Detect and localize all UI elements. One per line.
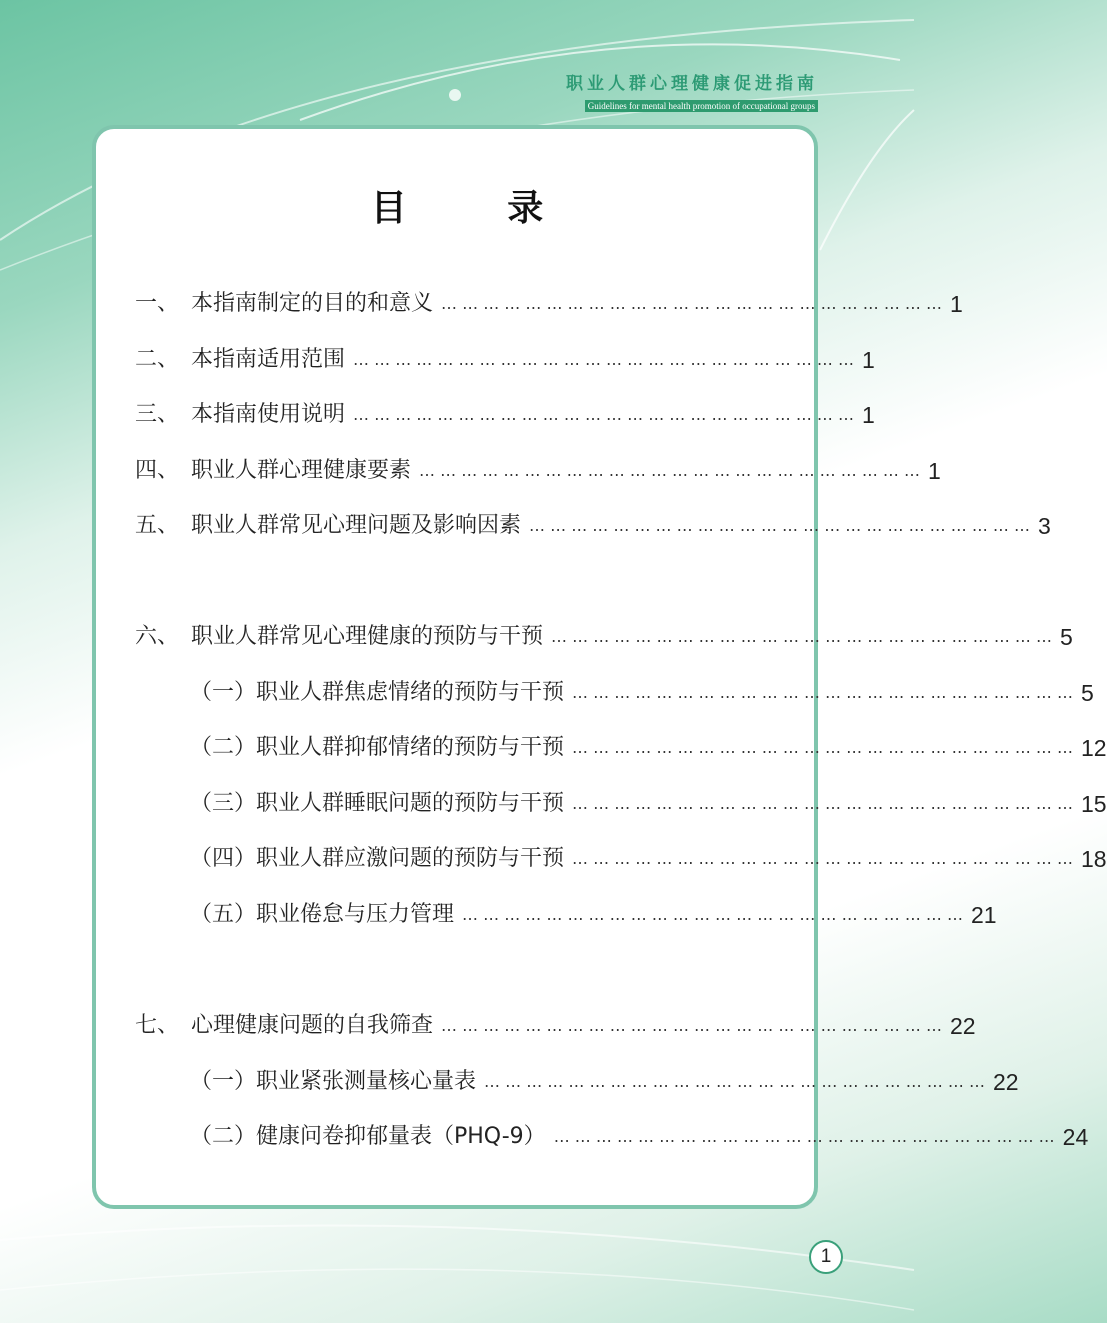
toc-entry-label: 职业人群常见心理问题及影响因素 bbox=[191, 513, 522, 538]
toc-subentry[interactable] bbox=[190, 733, 1107, 763]
toc-subentry[interactable] bbox=[190, 1067, 1019, 1097]
toc-leader-dots: … … … … … … … … … … … … … … … … … … … … … … … … bbox=[572, 738, 1073, 757]
toc-subentry[interactable] bbox=[190, 789, 1107, 819]
toc-entry-label: 本指南制定的目的和意义 bbox=[191, 291, 434, 316]
toc-leader-dots: … … … … … … … … … … … … … … … … … … … … … … … … bbox=[462, 905, 963, 924]
toc-leader-dots: … … … … … … … … … … … … … … … … … … … … … … … … bbox=[572, 683, 1073, 702]
toc-leader-dots: … … … … … … … … … … … … … … … … … … … … … … … … bbox=[553, 1127, 1055, 1146]
toc-entry-label: （二）职业人群抑郁情绪的预防与干预 bbox=[190, 735, 565, 760]
toc-entry-page: 18 bbox=[1081, 846, 1107, 872]
toc-entry-label: （一）职业紧张测量核心量表 bbox=[190, 1069, 477, 1094]
toc-entry-page: 1 bbox=[862, 402, 875, 428]
toc-entry-number: 二、 bbox=[135, 347, 180, 372]
toc-entry-label: 本指南使用说明 bbox=[191, 402, 346, 427]
header-title: 职业人群心理健康促进指南 bbox=[566, 74, 818, 94]
toc-subentry[interactable] bbox=[190, 678, 1094, 708]
toc-leader-dots: … … … … … … … … … … … … … … … … … … … … … … … … bbox=[551, 627, 1052, 646]
toc-subentry[interactable] bbox=[190, 1122, 1089, 1152]
toc-entry-label: （一）职业人群焦虑情绪的预防与干预 bbox=[190, 680, 565, 705]
toc-leader-dots: … … … … … … … … … … … … … … … … … … … … … … … … bbox=[353, 405, 854, 424]
toc-entry-label: （二）健康问卷抑郁量表（PHQ-9） bbox=[190, 1124, 546, 1149]
toc-entry[interactable] bbox=[135, 511, 1051, 541]
toc-leader-dots: … … … … … … … … … … … … … … … … … … … … … … … … bbox=[529, 516, 1030, 535]
toc-entry[interactable] bbox=[135, 1011, 976, 1041]
toc-entry[interactable] bbox=[135, 456, 941, 486]
toc-entry-page: 22 bbox=[993, 1069, 1019, 1095]
toc-entry-page: 21 bbox=[971, 902, 997, 928]
toc-entry-label: 心理健康问题的自我筛查 bbox=[191, 1013, 434, 1038]
toc-entry-page: 5 bbox=[1060, 624, 1073, 650]
toc-leader-dots: … … … … … … … … … … … … … … … … … … … … … … … … bbox=[572, 849, 1073, 868]
toc-entry-label: （四）职业人群应激问题的预防与干预 bbox=[190, 846, 565, 871]
toc-leader-dots: … … … … … … … … … … … … … … … … … … … … … … … … bbox=[572, 794, 1073, 813]
toc-leader-dots: … … … … … … … … … … … … … … … … … … … … … … … … bbox=[441, 1016, 942, 1035]
toc-entry-number: 七、 bbox=[135, 1013, 180, 1038]
toc-entry[interactable] bbox=[135, 345, 875, 375]
toc-entry-page: 12 bbox=[1081, 735, 1107, 761]
toc-leader-dots: … … … … … … … … … … … … … … … … … … … … … … … … bbox=[484, 1072, 985, 1091]
toc-entry-label: （三）职业人群睡眠问题的预防与干预 bbox=[190, 791, 565, 816]
toc-title: 目 录 bbox=[370, 188, 588, 229]
toc-entry-page: 1 bbox=[950, 291, 963, 317]
toc-entry-page: 1 bbox=[862, 347, 875, 373]
toc-entry-label: 职业人群常见心理健康的预防与干预 bbox=[191, 624, 544, 649]
toc-entry[interactable] bbox=[135, 289, 963, 319]
toc-subentry[interactable] bbox=[190, 900, 997, 930]
toc-entry-page: 22 bbox=[950, 1013, 976, 1039]
header-subtitle: Guidelines for mental health promotion of occupational groups bbox=[585, 100, 818, 112]
page-number-badge: 1 bbox=[809, 1240, 843, 1274]
toc-entry-number: 一、 bbox=[135, 291, 180, 316]
running-header bbox=[566, 74, 818, 113]
toc-card bbox=[92, 125, 818, 1209]
toc-entry-page: 5 bbox=[1081, 680, 1094, 706]
toc-leader-dots: … … … … … … … … … … … … … … … … … … … … … … … … bbox=[419, 461, 920, 480]
toc-subentry[interactable] bbox=[190, 844, 1107, 874]
toc-leader-dots: … … … … … … … … … … … … … … … … … … … … … … … … bbox=[353, 350, 854, 369]
toc-entry[interactable] bbox=[135, 622, 1073, 652]
toc-entry[interactable] bbox=[135, 400, 875, 430]
toc-entry-label: （五）职业倦怠与压力管理 bbox=[190, 902, 455, 927]
toc-leader-dots: … … … … … … … … … … … … … … … … … … … … … … … … bbox=[441, 294, 942, 313]
toc-entry-number: 五、 bbox=[135, 513, 180, 538]
toc-entry-page: 3 bbox=[1038, 513, 1051, 539]
toc-entry-label: 职业人群心理健康要素 bbox=[191, 458, 412, 483]
toc-entry-number: 四、 bbox=[135, 458, 180, 483]
toc-entry-page: 24 bbox=[1062, 1124, 1089, 1150]
toc-entry-number: 六、 bbox=[135, 624, 180, 649]
toc-entry-page: 1 bbox=[928, 458, 941, 484]
toc-entry-number: 三、 bbox=[135, 402, 180, 427]
toc-entry-page: 15 bbox=[1081, 791, 1107, 817]
toc-entry-label: 本指南适用范围 bbox=[191, 347, 346, 372]
